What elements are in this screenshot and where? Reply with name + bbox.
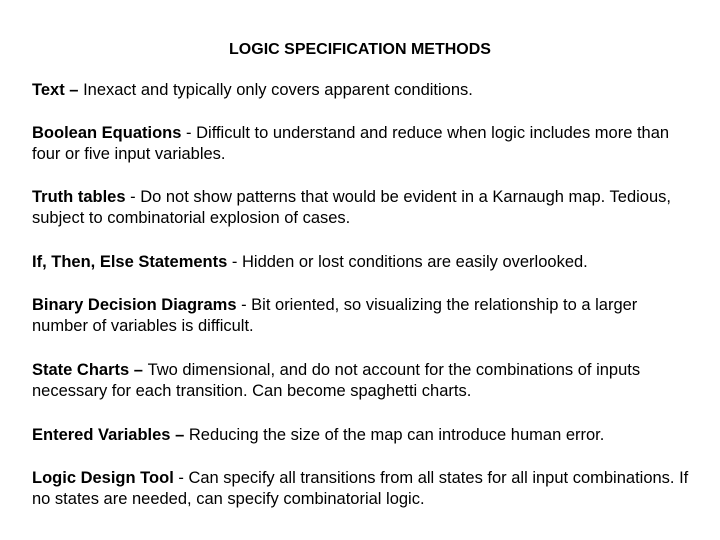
method-separator: – [129, 361, 148, 379]
method-separator: - [125, 188, 141, 206]
page-title: LOGIC SPECIFICATION METHODS [229, 41, 491, 58]
method-term: Entered Variables [32, 426, 171, 444]
method-term: Boolean Equations [32, 124, 182, 142]
method-separator: - [173, 469, 189, 487]
method-item-boolean-equations [32, 123, 692, 165]
method-separator: - [236, 296, 252, 314]
method-description: Hidden or lost conditions are easily overlooked. [241, 253, 588, 271]
method-description: Reducing the size of the map can introduce human error. [188, 426, 605, 444]
method-item-truth-tables [32, 187, 692, 229]
method-separator: - [181, 124, 197, 142]
method-description: Two dimensional, and do not account for the combinations of inputs necessary for each transition. Can become spaghetti charts. [32, 361, 641, 400]
method-term: If, Then, Else Statements [32, 253, 228, 271]
method-term: Truth tables [32, 188, 126, 206]
method-description: Can specify all transitions from all states for all input combinations. If no states are needed, can specify combinatorial logic. [32, 469, 689, 508]
method-term: Binary Decision Diagrams [32, 296, 237, 314]
method-term: State Charts [32, 361, 130, 379]
method-term: Text [32, 81, 65, 99]
method-description: Bit oriented, so visualizing the relationship to a larger number of variables is difficult. [32, 296, 638, 335]
method-description: Do not show patterns that would be evident in a Karnaugh map. Tedious, subject to combinatorial explosion of cases. [32, 188, 671, 227]
method-separator: – [170, 426, 189, 444]
method-term: Logic Design Tool [32, 469, 174, 487]
method-separator: – [64, 81, 84, 99]
method-item-entered-variables [32, 425, 692, 446]
method-item-logic-design-tool [32, 468, 692, 510]
method-item-if-then-else [32, 252, 692, 273]
method-item-binary-decision-diagrams [32, 295, 692, 337]
method-description: Inexact and typically only covers apparent conditions. [83, 81, 473, 99]
method-description: Difficult to understand and reduce when logic includes more than four or five input variables. [32, 124, 670, 163]
method-item-text [32, 80, 692, 101]
method-separator: - [227, 253, 242, 271]
method-item-state-charts [32, 360, 692, 402]
